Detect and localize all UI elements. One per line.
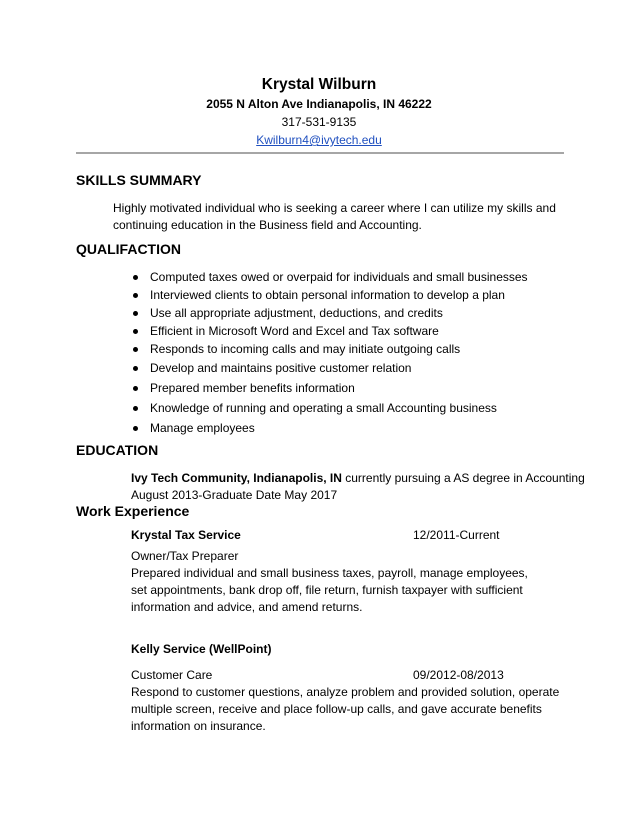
list-item: Knowledge of running and operating a small Accounting business [131, 398, 528, 418]
bullet-icon [133, 347, 138, 352]
qualifications-heading: QUALIFACTION [76, 241, 181, 257]
list-item: Efficient in Microsoft Word and Excel and Tax software [131, 322, 528, 340]
list-item: Use all appropriate adjustment, deductions, and credits [131, 304, 528, 322]
skills-summary-heading: SKILLS SUMMARY [76, 172, 202, 188]
list-item: Prepared member benefits information [131, 378, 528, 398]
email-text[interactable]: Kwilburn4@ivytech.edu [256, 133, 382, 147]
bullet-icon [133, 406, 138, 411]
job-1-title: Owner/Tax Preparer [131, 549, 239, 563]
list-item: Develop and maintains positive customer relation [131, 358, 528, 378]
job-2-dates: 09/2012-08/2013 [413, 668, 504, 682]
header-divider [76, 152, 564, 154]
job-1-desc-line-3: information and advice, and amend returns. [131, 600, 363, 614]
skills-summary-line-2: continuing education in the Business field and Accounting. [113, 218, 422, 232]
list-item: Interviewed clients to obtain personal information to develop a plan [131, 286, 528, 304]
bullet-icon [133, 293, 138, 298]
job-1-dates: 12/2011-Current [413, 528, 500, 542]
phone-number: 317-531-9135 [281, 115, 357, 129]
job-2-desc-line-2: multiple screen, receive and place follow-up calls, and gave accurate benefits [131, 702, 542, 716]
work-experience-heading: Work Experience [76, 503, 190, 519]
job-1-company: Krystal Tax Service [131, 528, 241, 542]
bullet-icon [133, 366, 138, 371]
candidate-name: Krystal Wilburn [261, 76, 377, 93]
skills-summary-line-1: Highly motivated individual who is seeking a career where I can utilize my skills and [113, 201, 556, 215]
email-link[interactable] [0, 133, 638, 147]
job-2-desc-line-3: information on insurance. [131, 719, 266, 733]
bullet-icon [133, 275, 138, 280]
job-2-desc-line-1: Respond to customer questions, analyze problem and provided solution, operate [131, 685, 560, 699]
address: 2055 N Alton Ave Indianapolis, IN 46222 [206, 97, 432, 111]
job-1-desc-line-2: set appointments, bank drop off, file return, furnish taxpayer with sufficient [131, 583, 523, 597]
list-item: Responds to incoming calls and may initiate outgoing calls [131, 340, 528, 358]
qualifications-list [131, 268, 528, 438]
education-dates: August 2013-Graduate Date May 2017 [131, 488, 338, 502]
school-name: Ivy Tech Community, Indianapolis, IN [131, 471, 342, 485]
bullet-icon [133, 311, 138, 316]
job-2-company: Kelly Service (WellPoint) [131, 642, 272, 656]
education-detail: currently pursuing a AS degree in Accounting [341, 471, 585, 485]
education-line-1 [131, 469, 585, 487]
job-2-title: Customer Care [131, 668, 213, 682]
education-heading: EDUCATION [76, 442, 159, 458]
bullet-icon [133, 386, 138, 391]
bullet-icon [133, 329, 138, 334]
bullet-icon [133, 426, 138, 431]
list-item: Manage employees [131, 418, 528, 438]
job-1-desc-line-1: Prepared individual and small business taxes, payroll, manage employees, [131, 566, 528, 580]
list-item: Computed taxes owed or overpaid for individuals and small businesses [131, 268, 528, 286]
